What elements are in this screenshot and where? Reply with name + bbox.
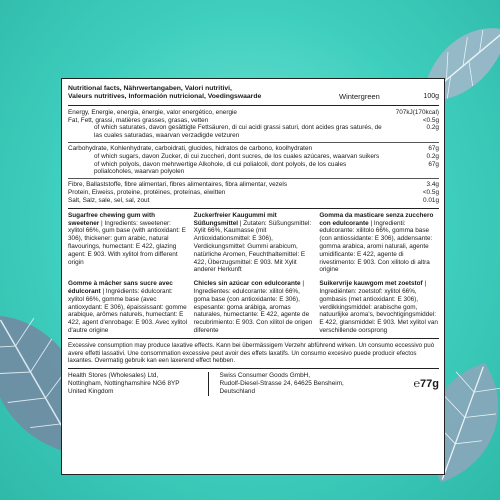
product-label [61, 78, 445, 475]
divider [68, 208, 439, 209]
label-footer [68, 372, 439, 396]
divider [68, 105, 439, 106]
per-amount: 100g [423, 93, 439, 100]
ingredients-grid [68, 212, 439, 335]
divider [68, 178, 439, 179]
divider [68, 338, 439, 339]
nutrition-header [68, 83, 439, 102]
ingredients-nl: Suikervrije kauwgom met zoetstof | Ingrediënten: zoetstof: xylitol 66%, gombasis (met antioxidant: E 306), verdikkingsmiddel: arabische gom, natuurlijke aroma's, bevochtigingsmiddel: E 422, glansmiddel: E 903. Met xylitol van verschillende oorsprong [319, 280, 438, 335]
nutrition-table [68, 109, 439, 205]
nutrition-row: Protein, Eiweiss, proteine, protéines, proteínas, eiwitten <0.5g [68, 189, 439, 197]
divider [68, 142, 439, 143]
ingredients-fr: Gomme à mâcher sans sucre avec édulcorant | Ingrédients: édulcorant: xylitol 66%, gomme base (avec antioxydant: E 306), épaississant: gomme arabique, arômes naturels, humectant: E 422, agent d'enrobage: E 903. Avec xylitol d'autre origine [68, 280, 188, 335]
laxative-warning: Excessive consumption may produce laxative effects. Kann bei übermässigem Verzehr abführend wirken. Un consumo eccessivo può avere effetti lassativi. Une consommation excessive peut avoir des effets laxatifs. Un consumo excesivo puede producir efectos laxantes. Overmatig gebruik kan een laxerend effect hebben. [68, 341, 435, 365]
nutrition-title: Nutritional facts, Nährwertangaben, Valori nutritivi, Valeurs nutritives, Información nutricional, Voedingswaarde [68, 84, 262, 101]
nutrition-row: of which sugars, davon Zucker, di cui zuccheri, dont sucres, de los cuales azúcares, waarvan suikers 0.2g [94, 152, 439, 160]
uk-address: Health Stores (Wholesales) Ltd, Nottingham, Nottinghamshire NG6 8YP United Kingdom [68, 372, 180, 396]
nutrition-row: of which polyols, davon mehrwertige Alkohole, di cui polialcoli, dont polyols, de los cuales polialcoholes, waarvan polyolen 67g [94, 160, 439, 176]
ingredients-it: Gomma da masticare senza zucchero con edulcorante | Ingredienti: edulcorante: xilitolo 66%, gomma base (con antiossidante: E 306), addensante: gomma arabica, aromi naturali, agente umidificante: E 422, agente di rivestimento: E 903. Con xilitolo di altra origine [319, 211, 434, 274]
de-address: Swiss Consumer Goods GmbH, Rudolf-Diesel-Strasse 24, 64625 Bensheim, Deutschland [208, 372, 381, 396]
ingredients-es: Chicles sin azúcar con edulcorante | Ingredientes: edulcorante: xilitol 66%, goma base (con antioxidante: E 306), espesante: goma arábiga, aromas naturales, humectante: E 422, agente de recubrimiento: E 903. Con xilitol de origen diferente [193, 280, 313, 335]
net-weight: ℮77g [413, 378, 439, 391]
ingredients-en: Sugarfree chewing gum with sweetener | Ingredients: sweetener: xylitol 66%, gum base (with antioxidant: E 306), thickener: gum arabic, natural flavourings, humectant: E 422, glazing agent: E 903. With xylitol from different origin [68, 211, 186, 266]
nutrition-row: Energy, Energie, energia, énergie, valor energético, energie 707kJ(170kcal) [68, 108, 439, 116]
nutrition-row: Carbohydrate, Kohlenhydrate, carboidrati, glucides, hidratos de carbono, koolhydraten 67g [68, 145, 439, 152]
nutrition-row: Salt, Salz, sale, sel, sal, zout 0.01g [68, 196, 439, 204]
nutrition-row: Fibre, Ballaststoffe, fibre alimentari, fibres alimentaires, fibra alimentar, vezels 3.4g [68, 181, 439, 189]
ingredients-de: Zuckerfreier Kaugummi mit Süßungsmittel | Zutaten: Süßungsmittel: Xylit 66%, Kaumasse (mit Antioxidationsmittel: E 306), Verdickungsmittel: Gummi arabicum, natürliche Aromen, Feuchthaltemittel: E 422, Überzugsmittel: E 903. Mit Xylit anderer Herkunft [193, 211, 312, 274]
nutrition-row: Fat, Fett, grassi, matières grasses, grasas, vetten <0.5g [68, 116, 439, 124]
nutrition-row: of which saturates, davon gesättigte Fettsäuren, di cui acidi grassi saturi, dont acides gras saturés, de las cuales saturadas, waarvan verzadigde vetzuren 0.2g [94, 124, 439, 140]
variant-name: Wintergreen [339, 92, 380, 102]
divider [68, 368, 439, 369]
